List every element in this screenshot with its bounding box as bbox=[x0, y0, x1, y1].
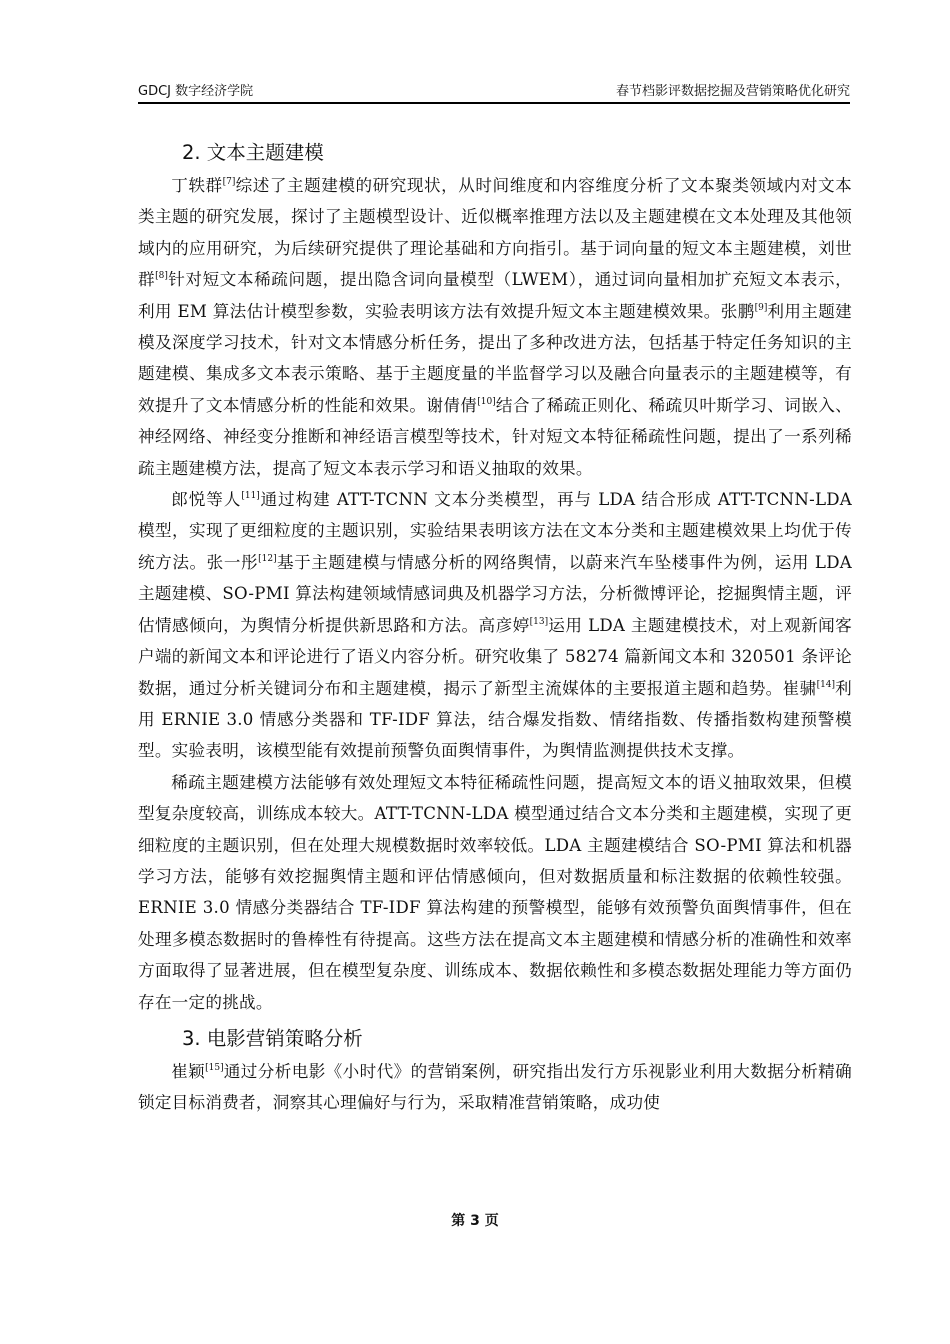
citation-ref: [15] bbox=[205, 1062, 224, 1073]
paragraph-text: 通过构建 ATT-TCNN 文本分类模型，再与 LDA 结合形成 ATT-TCNN-LDA 模型，实现了更细粒度的主题识别，实验结果表明该方法在文本分类和主题建模效果上均优于传统方法。张一彤 bbox=[138, 490, 852, 572]
citation-ref: [11] bbox=[241, 491, 260, 502]
paragraph-text: 运用 LDA 主题建模技术，对上观新闻客户端的新闻文本和评论进行了语义内容分析。研究收集了 58274 篇新闻文本和 320501 条评论数据，通过分析关键词分布和主题建模，揭示了新型主流媒体的主要报道主题和趋势。崔骕 bbox=[138, 615, 853, 698]
citation-ref: [13] bbox=[529, 616, 549, 627]
paragraph bbox=[138, 484, 852, 767]
paragraph-text: 利用 ERNIE 3.0 情感分类器和 TF-IDF 算法，结合爆发指数、情绪指数、传播指数构建预警模型。实验表明，该模型能有效提前预警负面舆情事件，为舆情监测提供技术支撑。 bbox=[138, 678, 853, 761]
page-number: 第 3 页 bbox=[451, 1213, 499, 1229]
paragraph-text: 基于主题建模与情感分析的网络舆情，以蔚来汽车坠楼事件为例，运用 LDA 主题建模、SO-PMI 算法构建领域情感词典及机器学习方法，分析微博评论，挖掘舆情主题，评估情感倾向，为舆情分析提供新思路和方法。高彦婷 bbox=[138, 552, 852, 635]
paragraph-text: 通过分析电影《小时代》的营销案例，研究指出发行方乐视影业利用大数据分析精确锁定目标消费者，洞察其心理偏好与行为，采取精准营销策略，成功使 bbox=[138, 1061, 853, 1113]
paragraph-text: 崔颖 bbox=[171, 1061, 206, 1081]
paragraph bbox=[138, 1056, 852, 1119]
paragraph-text: 结合了稀疏正则化、稀疏贝叶斯学习、词嵌入、神经网络、神经变分推断和神经语言模型等技术，针对短文本特征稀疏性问题，提出了一系列稀疏主题建模方法，提高了短文本表示学习和语义抽取的效果。 bbox=[138, 395, 853, 478]
paragraph-text: 利用主题建模及深度学习技术，针对文本情感分析任务，提出了多种改进方法，包括基于特定任务知识的主题建模、集成多文本表示策略、基于主题度量的半监督学习以及融合向量表示的主题建模等，有效提升了文本情感分析的性能和效果。谢倩倩 bbox=[138, 301, 852, 415]
paragraph-text: 针对短文本稀疏问题，提出隐含词向量模型（LWEM），通过词向量相加扩充短文本表示，利用 EM 算法估计模型参数，实验表明该方法有效提升短文本主题建模效果。张鹏 bbox=[138, 270, 852, 321]
header-title: 春节档影评数据挖掘及营销策略优化研究 bbox=[615, 84, 850, 99]
citation-ref: [9] bbox=[754, 302, 768, 313]
paragraph-text: 稀疏主题建模方法能够有效处理短文本特征稀疏性问题，提高短文本的语义抽取效果，但模型复杂度较高，训练成本较大。ATT-TCNN-LDA 模型通过结合文本分类和主题建模，实现了更细粒度的主题识别，但在处理大规模数据时效率较低。LDA 主题建模结合 SO-PMI 算法和机器学习方法，能够有效挖掘舆情主题和评估情感倾向，但对数据质量和标注数据的依赖性较强。ERNIE 3.0 情感分类器结合 TF-IDF 算法构建的预警模型，能够有效预警负面舆情事件，但在处理多模态数据时的鲁棒性有待提高。这些方法在提高文本主题建模和情感分析的准确性和效率方面取得了显著进展，但在模型复杂度、训练成本、数据依赖性和多模态数据处理能力等方面仍存在一定的挑战。 bbox=[138, 772, 852, 1012]
citation-ref: [7] bbox=[222, 177, 236, 187]
citation-ref: [8] bbox=[155, 271, 168, 282]
paragraph-text: 丁轶群 bbox=[171, 176, 223, 195]
citation-ref: [10] bbox=[477, 396, 496, 407]
paragraph bbox=[138, 170, 852, 484]
page-content bbox=[138, 136, 852, 1119]
citation-ref: [14] bbox=[816, 679, 836, 690]
page-header bbox=[138, 72, 850, 104]
citation-ref: [12] bbox=[258, 553, 277, 564]
section-heading-text-topic-modeling: 2. 文本主题建模 bbox=[182, 141, 324, 164]
section-heading-film-marketing: 3. 电影营销策略分析 bbox=[182, 1026, 363, 1050]
paragraph-text: 综述了主题建模的研究现状，从时间维度和内容维度分析了文本聚类领域内对文本类主题的研究发展，探讨了主题模型设计、近似概率推理方法以及主题建模在文本处理及其他领域内的应用研究，为后续研究提供了理论基础和方向指引。基于词向量的短文本主题建模，刘世群 bbox=[138, 176, 852, 290]
paragraph-text: 郎悦等人 bbox=[171, 490, 242, 510]
paragraph bbox=[138, 767, 852, 1018]
header-school: GDCJ 数字经济学院 bbox=[138, 84, 254, 99]
